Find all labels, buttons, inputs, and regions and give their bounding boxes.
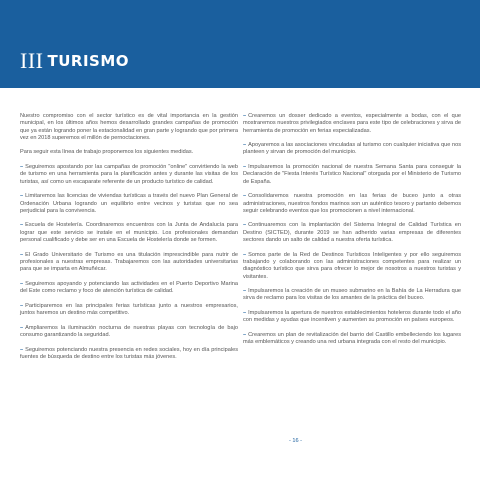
lead-paragraph: Para seguir esta línea de trabajo proponemos los siguientes medidas. [20, 149, 194, 156]
section-title [20, 48, 129, 74]
header-band [0, 0, 480, 88]
bullet-dash-icon: – [243, 288, 247, 295]
right-column [243, 113, 461, 354]
bullet-dash-icon: – [243, 251, 247, 258]
list-item-text: Seguiremos apoyando y potenciando las actividades en el Puerto Deportivo Marina del Este como reclamo y foco de atención turística de calidad. [20, 280, 238, 295]
bullet-dash-icon: – [20, 222, 24, 229]
bullet-dash-icon: – [20, 280, 24, 287]
list-item [243, 332, 461, 347]
list-item-text: Impulsaremos la creación de un museo submarino en la Bahía de La Herradura que sirva de reclamo para los visitas de los amantes de la práctica del buceo. [243, 288, 461, 302]
list-item-text: Consolidaremos nuestra promoción en las ferias de buceo junto a otras administraciones, nuestros fondos marinos son un auténtico tesoro y partanto debemos seguir celebrando eventos que los promocionen a nivel internacional. [243, 193, 461, 214]
bullet-dash-icon: – [243, 113, 247, 119]
intro-paragraph: Nuestro compromiso con el sector turístico es de vital importancia en la gestión municipal, en los últimos años hemos desarrollado grandes campañas de promoción que ya están logrando poner la estacionalidad en gran parte y logrando que por primera vez en 2018 superemos el millón de pernoctaciones. [20, 113, 238, 141]
bullet-dash-icon: – [20, 251, 24, 258]
bullet-dash-icon: – [243, 310, 247, 317]
bullet-dash-icon: – [243, 193, 247, 200]
list-item [20, 193, 238, 215]
list-item [20, 325, 238, 340]
bullet-dash-icon: – [20, 346, 24, 353]
list-item [243, 193, 461, 215]
list-item [20, 222, 238, 244]
list-item-text: El Grado Universitario de Turismo es una titulación imprescindible para nutrir de profesionales a nuestras empresas. Trabajaremos con las autoridades universitarias para que se imparta en Almuñécar. [20, 251, 238, 273]
list-item-text: Seguiremos apostando por las campañas de promoción "online" convirtiendo la web de turismo en una herramienta para la planificación antes y durante las visitas de los turistas, así como un escaparate referente de un producto turístico de calidad. [20, 164, 238, 185]
section-heading: TURISMO [47, 52, 130, 70]
list-item-text: Impulsaremos la apertura de nuestros establecimientos hoteleros durante todo el año con medidas y ayudas que incentiven y aumenten su promoción en países europeos. [243, 310, 461, 324]
list-item [243, 310, 461, 325]
list-item [20, 164, 238, 186]
bullet-dash-icon: – [20, 164, 24, 171]
bullet-dash-icon: – [243, 222, 247, 229]
list-item [243, 252, 461, 281]
list-item [243, 142, 461, 157]
list-item-text: Participaremos en las principales ferias turísticas junto a nuestros empresarios, juntos haremos un destino más competitivo. [20, 302, 238, 317]
list-item-text: Limitaremos las licencias de viviendas turísticas a través del nuevo Plan General de Ordenación Urbana logrando un equilibrio entre vecinos y turistas que no sea perjudicial para la convivencia. [20, 193, 238, 214]
list-item [20, 303, 238, 318]
list-item [243, 113, 461, 135]
bullet-dash-icon: – [20, 193, 24, 200]
list-item-text: Escuela de Hostelería. Coordinaremos encuentros con la Junta de Andalucía para lograr que este servicio se instale en el municipio. Los profesionales demandan personal cualificado y debe ser en una Escuela de Hostelería donde se formen. [20, 222, 238, 244]
left-column [20, 113, 238, 368]
list-item-text: Somos parte de la Red de Destinos Turísticos Inteligentes y por ello seguiremos trabajando y colaborando con las administraciones competentes para realizar un diagnóstico turístico que sirva para ofrecer lo mejor de nosotros a nuestros turistas y visitantes. [243, 251, 461, 280]
list-item-text: Impulsaremos la promoción nacional de nuestra Semana Santa para conseguir la Declaración de "Fiesta Interés Turístico Nacional" otorgada por el Ministerio de Turismo de España. [243, 164, 461, 185]
list-item [243, 164, 461, 186]
list-item-text: Seguiremos potenciando nuestra presencia en redes sociales, hoy en día principales fuentes de búsqueda de destino entre los turistas más jóvenes. [20, 346, 238, 360]
bullet-dash-icon: – [243, 331, 247, 338]
list-item [20, 347, 238, 362]
page-number: - 16 - [288, 438, 302, 444]
section-numeral: III [20, 48, 44, 73]
list-item-text: Crearemos un plan de revitalización del barrio del Castillo embelleciendo los lugares más emblemáticos y creando una red urbana integrada con el resto del municipio. [243, 331, 461, 346]
list-item-text: Crearemos un dosser dedicado a eventos, especialmente a bodas, con el que mostraremos nuestros privilegiados enclaves para este tipo de celebraciones y sirva de herramienta de promoción en ferias especializadas. [243, 113, 461, 134]
list-item-text: Apoyaremos a las asociaciones vinculadas al turismo con cualquier iniciativa que nos planteen y sirvan de promoción del municipio. [243, 142, 461, 156]
list-item [20, 281, 238, 296]
list-item-text: Continuaremos con la implantación del Sistema Integral de Calidad Turística en Destino (SICTED), durante 2019 se han adherido varias empresas de diferentes sectores dando un salto de calidad a nuestra oferta turística. [243, 222, 461, 244]
list-item [20, 252, 238, 274]
bullet-dash-icon: – [20, 324, 24, 331]
list-item-text: Ampliaremos la iluminación nocturna de nuestras playas con tecnología de bajo consumo garantizando la seguridad. [20, 324, 238, 338]
bullet-dash-icon: – [20, 302, 24, 309]
list-item [243, 288, 461, 303]
bullet-dash-icon: – [243, 142, 247, 149]
bullet-dash-icon: – [243, 164, 247, 171]
list-item [243, 222, 461, 244]
